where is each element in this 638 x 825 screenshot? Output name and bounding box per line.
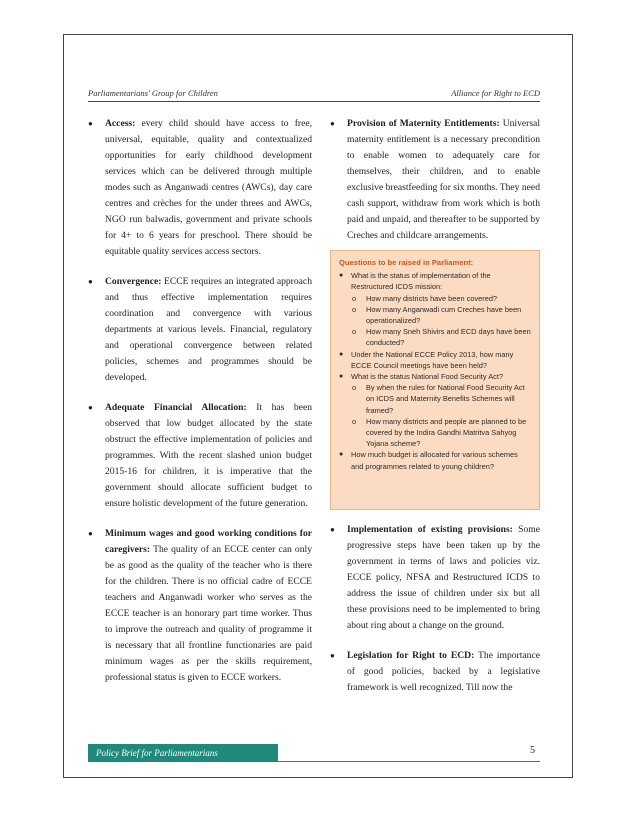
bullet-text: The importance of good policies, backed by a legislative framework is well recognized. Till now the	[347, 650, 540, 693]
question-subitem	[339, 304, 531, 326]
header-left: Parliamentarians' Group for Children	[88, 88, 218, 98]
footer-divider	[278, 761, 540, 762]
bullet-dot-icon: ●	[88, 403, 93, 412]
bullet-text: The quality of an ECCE center can only be as good as the quality of the teacher who is there for the children. There is no official cadre of ECCE teachers and Anganwadi worker who serves as the ECCE teacher is an honorary part time worker. Thus to improve the outreach and quality of programme it is necessary that all frontline functionaries are paid minimum wages as per the skills requirement, professional status is given to ECCE workers.	[105, 544, 312, 683]
circle-bullet-icon: o	[352, 304, 357, 314]
bullet-title: Implementation of existing provisions:	[347, 524, 513, 535]
bullet-dot-icon: ●	[88, 529, 93, 538]
bullet-financial-allocation	[88, 400, 312, 512]
question-subtext: How many Anganwadi cum Creches have been operationalized?	[366, 304, 522, 326]
page-number: 5	[530, 745, 535, 756]
question-item	[339, 349, 531, 371]
circle-bullet-icon: o	[352, 416, 357, 426]
bullet-dot-icon: ●	[330, 525, 335, 534]
bullet-text: Some progressive steps have been taken up by the government in terms of laws and policies viz. ECCE policy, NFSA and Restructured ICDS to address the issue of children under six but all these provisions need to be implemented to bring about ring about a change on the ground.	[347, 524, 540, 631]
question-subitem	[339, 382, 531, 416]
bullet-dot-icon: ●	[330, 651, 335, 660]
bullet-text: ECCE requires an integrated approach and thus effective implementation requires coordination and convergence with various departments at various levels. Financial, regulatory and operational convergence between related policies, schemes and programmes should be developed.	[105, 276, 312, 383]
question-item	[339, 449, 531, 471]
bullet-dot-icon: ●	[339, 350, 344, 358]
question-subtext: How many districts have been covered?	[366, 293, 498, 303]
bullet-maternity-entitlements	[330, 116, 540, 244]
question-subtext: By when the rules for National Food Security Act on ICDS and Maternity Benefits Schemes will framed?	[366, 383, 525, 415]
bullet-text: every child should have access to free, universal, equitable, quality and contextualized opportunities for early childhood development services which can be delivered through multiple modes such as Anganwadi centres (AWCs), day care centres and crèches for the under threes and AWCs, NGO run balwadis, government and private schools for 4+ to 6 years for preschool. There should be equitable quality services access sectors.	[105, 118, 312, 257]
question-text: Under the National ECCE Policy 2013, how many ECCE Council meetings have been held?	[351, 349, 514, 370]
questions-title: Questions to be raised in Parliament:	[339, 258, 474, 267]
header-right: Alliance for Right to ECD	[451, 88, 540, 98]
bullet-title: Legislation for Right to ECD:	[347, 650, 475, 661]
bullet-title: Minimum wages and good working conditions for caregivers:	[105, 528, 312, 555]
header-divider	[88, 101, 540, 102]
question-subtext: How many Sneh Shivirs and ECD days have been conducted?	[366, 327, 531, 348]
bullet-dot-icon: ●	[339, 373, 344, 381]
bullet-access	[88, 116, 312, 260]
left-column	[88, 116, 312, 700]
bullet-minimum-wages	[88, 526, 312, 686]
right-column-top	[330, 116, 540, 258]
bullet-legislation	[330, 648, 540, 696]
bullet-dot-icon: ●	[88, 277, 93, 286]
circle-bullet-icon: o	[352, 383, 357, 393]
bullet-dot-icon: ●	[330, 119, 335, 128]
bullet-text: It has been observed that low budget allocated by the state obstruct the effective implementation of policies and programmes. With the recent slashed union budget 2015-16 for children, it is imperative that the government should allocate sufficient budget to ensure holistic development of the future generation.	[105, 402, 312, 509]
bullet-title: Adequate Financial Allocation:	[105, 402, 247, 413]
bullet-title: Convergence:	[105, 276, 162, 287]
bullet-implementation	[330, 522, 540, 634]
bullet-convergence	[88, 274, 312, 386]
footer-label: Policy Brief for Parliamentarians	[88, 744, 278, 762]
bullet-title: Access:	[105, 118, 136, 129]
questions-box	[330, 250, 540, 510]
circle-bullet-icon: o	[352, 327, 357, 337]
right-column-bottom	[330, 522, 540, 710]
circle-bullet-icon: o	[352, 293, 357, 303]
bullet-dot-icon: ●	[339, 272, 344, 280]
question-item	[339, 270, 531, 292]
bullet-title: Provision of Maternity Entitlements:	[347, 118, 500, 129]
question-text: What is the status of implementation of the Restructured ICDS mission:	[351, 271, 491, 292]
question-subitem	[339, 416, 531, 450]
bullet-dot-icon: ●	[339, 451, 344, 459]
bullet-dot-icon: ●	[88, 119, 93, 128]
bullet-text: Universal maternity entitlement is a necessary precondition to enable women to adequately care for themselves, their children, and to enable exclusive breastfeeding for six months. They need cash support, withdraw from work which is both paid and unpaid, and thereafter to be supported by Creches and childcare arrangements.	[347, 118, 540, 241]
question-subtext: How many districts and people are planned to be covered by the Indira Gandhi Matritva Sahyog Yojana scheme?	[366, 416, 527, 449]
question-text: How much budget is allocated for various schemes and programmes related to young children?	[351, 450, 518, 471]
question-text: What is the status National Food Security Act?	[351, 372, 503, 382]
question-item	[339, 371, 531, 382]
question-subitem	[339, 293, 531, 304]
question-subitem	[339, 326, 531, 348]
